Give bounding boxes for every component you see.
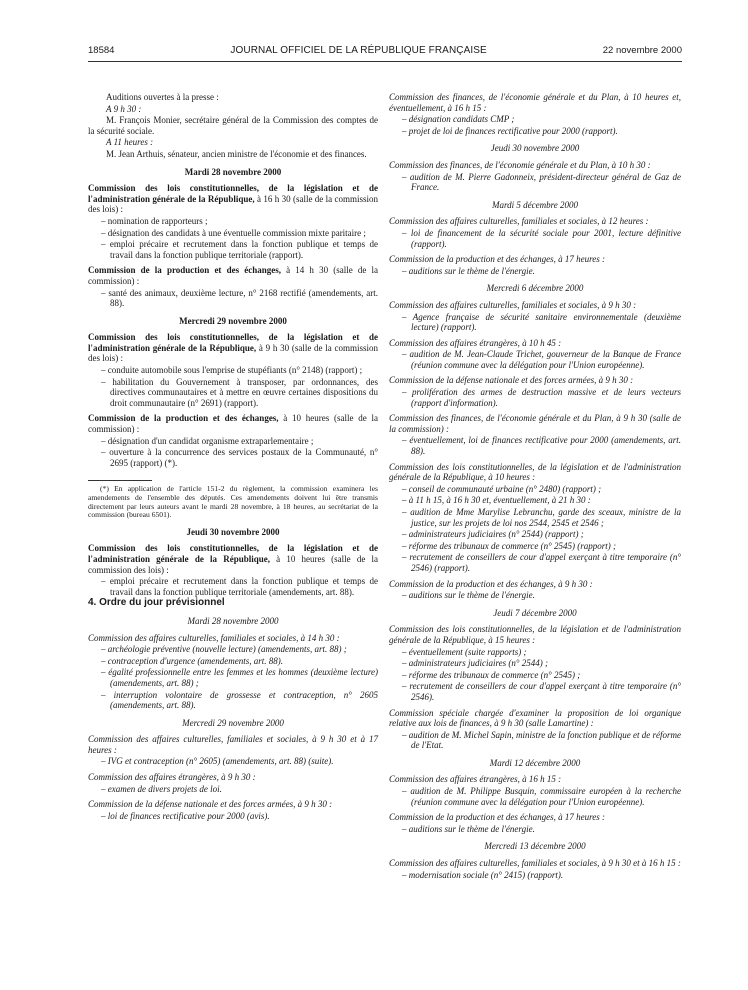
date-heading: Mardi 28 novembre 2000 (184, 166, 282, 177)
agenda-item: – désignation candidats CMP ; (402, 114, 515, 125)
agenda-item: – habilitation du Gouvernement à transposer, par ordonnances, des directives communautaires et à mettre en œuvre certaines dispositions du droit communautaire (n° 2691) (rapport). (101, 376, 378, 408)
hearing-text: M. François Monier, secrétaire général de la Commission des comptes de la sécurité sociale. (88, 115, 378, 136)
agenda-item: – éventuellement, loi de finances rectificative pour 2000 (amendements, art. 88). (402, 435, 681, 457)
agenda-item: – emploi précaire et recrutement dans la fonction publique et temps de travail dans la fonction publique territoriale (rapport). (101, 239, 378, 260)
section-title: 4. Ordre du jour prévisionnel (88, 597, 225, 609)
date-heading: Mercredi 29 novembre 2000 (182, 717, 284, 728)
agenda-item: – administrateurs judiciaires (n° 2544) (rapport) ; (402, 529, 584, 540)
page-header (88, 45, 682, 59)
footnote: (*) En application de l'article 151-2 du règlement, la commission examinera les amendements de l'ensemble des députés. Ces amendements doivent lui être transmis directement par leurs auteurs avant le mardi 28 novembre, à 18 heures, au secrétariat de la commission (bureau 6501). (88, 484, 378, 520)
commission-heading: Commission de la production et des échanges, à 10 heures (salle de la commission) : (88, 413, 378, 435)
agenda-item: – projet de loi de finances rectificative pour 2000 (rapport). (402, 125, 618, 136)
commission-heading: Commission de la production et des échanges, à 9 h 30 : (389, 578, 593, 589)
issue-date: 22 novembre 2000 (602, 45, 682, 56)
agenda-item: – conduite automobile sous l'emprise de stupéfiants (n° 2148) (rapport) ; (101, 365, 363, 376)
commission-heading: Commission des affaires étrangères, à 9 h 30 : (88, 772, 256, 783)
page-number: 18584 (88, 45, 115, 56)
commission-heading: Commission des lois constitutionnelles, de la législation et de l'administration générale de la République, à 10 heures : (389, 461, 681, 483)
date-heading: Mardi 12 décembre 2000 (489, 757, 581, 768)
commission-heading: Commission de la production et des échanges, à 17 heures : (389, 812, 606, 823)
agenda-item: – administrateurs judiciaires (n° 2544) ; (402, 658, 549, 669)
agenda-item: – réforme des tribunaux de commerce (n° 2545) ; (402, 669, 581, 680)
agenda-item: – Agence française de sécurité sanitaire environnementale (deuxième lecture) (rapport). (402, 311, 681, 333)
agenda-item: – réforme des tribunaux de commerce (n° 2545) (rapport) ; (402, 540, 616, 551)
agenda-item: – auditions sur le thème de l'énergie. (402, 590, 535, 601)
commission-heading: Commission des affaires étrangères, à 10 h 45 : (389, 337, 562, 348)
agenda-item: – audition de M. Michel Sapin, ministre de la fonction publique et de réforme de l'Etat. (402, 729, 681, 751)
commission-heading: Commission des finances, de l'économie générale et du Plan, à 10 h 30 : (389, 159, 651, 170)
commission-heading: Commission de la production et des échanges, à 14 h 30 (salle de la commission) : (88, 265, 378, 286)
agenda-item: – audition de M. Jean-Claude Trichet, gouverneur de la Banque de France (réunion commune avec la délégation pour l'Union européenne). (402, 349, 681, 370)
agenda-item: – auditions sur le thème de l'énergie. (402, 265, 535, 276)
footnote-rule (88, 480, 152, 481)
commission-heading: Commission des lois constitutionnelles, de la législation et de l'administration générale de la République, à 16 h 30 (salle de la commission des lois) : (88, 183, 378, 215)
agenda-item: – contraception d'urgence (amendements, art. 88). (101, 655, 284, 666)
agenda-item: – éventuellement (suite rapports) ; (402, 646, 527, 657)
commission-heading: Commission de la défense nationale et des forces armées, à 9 h 30 : (88, 799, 333, 810)
commission-heading: Commission des finances, de l'économie générale et du Plan, à 10 heures et, éventuellement, à 16 h 15 : (389, 92, 681, 113)
agenda-item: – loi de financement de la sécurité sociale pour 2001, lecture définitive (rapport). (402, 227, 681, 249)
commission-heading: Commission de la production et des échanges, à 17 heures : (389, 254, 606, 265)
date-heading: Jeudi 30 novembre 2000 (490, 143, 580, 154)
commission-heading: Commission des affaires culturelles, familiales et sociales, à 9 h 30 et à 17 heures : (88, 734, 378, 755)
agenda-item: – examen de divers projets de loi. (101, 783, 222, 794)
commission-heading: Commission des affaires culturelles, familiales et sociales, à 12 heures : (389, 216, 649, 227)
date-heading: Mardi 5 décembre 2000 (491, 199, 579, 210)
date-heading: Mercredi 29 novembre 2000 (179, 315, 287, 326)
agenda-item: – IVG et contraception (n° 2605) (amendements, art. 88) (suite). (101, 756, 334, 767)
header-rule (88, 61, 682, 62)
commission-heading: Commission des affaires culturelles, familiales et sociales, à 9 h 30 et à 16 h 15 : (389, 858, 681, 869)
intro-text: Auditions ouvertes à la presse : (106, 92, 219, 102)
agenda-item: – désignation d'un candidat organisme extraparlementaire ; (101, 435, 314, 446)
commission-heading: Commission des affaires culturelles, familiales et sociales, à 14 h 30 : (88, 632, 340, 643)
agenda-item: – santé des animaux, deuxième lecture, n° 2168 rectifié (amendements, art. 88). (101, 287, 378, 309)
date-heading: Mercredi 6 décembre 2000 (486, 283, 584, 294)
journal-title: JOURNAL OFFICIEL DE LA RÉPUBLIQUE FRANÇAISE (230, 45, 487, 56)
commission-heading: Commission de la défense nationale et des forces armées, à 9 h 30 : (389, 375, 634, 386)
agenda-item: – à 11 h 15, à 16 h 30 et, éventuellement, à 21 h 30 : (402, 495, 591, 506)
commission-heading: Commission des finances, de l'économie générale et du Plan, à 9 h 30 (salle de la commission) : (389, 413, 681, 434)
hearing-text: M. Jean Arthuis, sénateur, ancien ministre de l'économie et des finances. (106, 148, 367, 159)
commission-heading: Commission des lois constitutionnelles, de la législation et de l'administration générale de la République, à 15 heures : (389, 624, 681, 645)
agenda-item: – modernisation sociale (n° 2415) (rapport). (402, 869, 564, 880)
time-label: A 9 h 30 : (106, 103, 142, 114)
agenda-item: – nomination de rapporteurs ; (101, 215, 208, 226)
agenda-item: – audition de Mme Marylise Lebranchu, garde des sceaux, ministre de la justice, sur les projets de loi nos 2544, 2545 et 2546 ; (402, 507, 681, 528)
date-heading: Jeudi 7 décembre 2000 (493, 607, 577, 618)
right-column (389, 92, 681, 881)
time-label: A 11 heures : (106, 137, 154, 148)
agenda-item: – auditions sur le thème de l'énergie. (402, 823, 535, 834)
commission-heading: Commission des lois constitutionnelles, de la législation et de l'administration générale de la République, à 9 h 30 (salle de la commission des lois) : (88, 332, 378, 364)
agenda-item: – désignation des candidats à une éventuelle commission mixte paritaire ; (101, 227, 366, 238)
agenda-item: – audition de M. Philippe Busquin, commissaire européen à la recherche (réunion commune avec la délégation pour l'Union européenne). (402, 786, 681, 807)
commission-heading: Commission des affaires culturelles, familiales et sociales, à 9 h 30 : (389, 299, 637, 310)
agenda-item: – ouverture à la concurrence des services postaux de la Communauté, n° 2695 (rapport) (*). (101, 447, 378, 468)
commission-heading: Commission spéciale chargée d'examiner la proposition de loi organique relative aux lois de finances, à 9 h 30 (salle Lamartine) : (389, 707, 681, 729)
agenda-item: – audition de M. Pierre Gadonneix, président-directeur général de Gaz de France. (402, 171, 681, 193)
agenda-item: – égalité professionnelle entre les femmes et les hommes (deuxième lecture) (amendements, art. 88) ; (101, 667, 378, 688)
agenda-item: – loi de finances rectificative pour 2000 (avis). (101, 810, 270, 821)
agenda-item: – conseil de communauté urbaine (n° 2480) (rapport) ; (402, 483, 602, 494)
date-heading: Jeudi 30 novembre 2000 (186, 526, 280, 537)
agenda-item: – prolifération des armes de destruction massive et de leurs vecteurs (rapport d'information). (402, 387, 681, 408)
left-column (88, 92, 378, 822)
date-heading: Mardi 28 novembre 2000 (187, 615, 279, 626)
agenda-item: – recrutement de conseillers de cour d'appel exerçant à titre temporaire (n° 2546). (402, 681, 681, 702)
agenda-item: – archéologie préventive (nouvelle lecture) (amendements, art. 88) ; (101, 644, 347, 655)
commission-heading: Commission des affaires étrangères, à 16 h 15 : (389, 774, 562, 785)
agenda-item: – recrutement de conseillers de cour d'appel exerçant à titre temporaire (n° 2546) (rapport). (402, 552, 681, 573)
agenda-item: – interruption volontaire de grossesse et contraception, n° 2605 (amendements, art. 88). (101, 689, 378, 711)
commission-heading: Commission des lois constitutionnelles, de la législation et de l'administration générale de la République, à 10 heures (salle de la commission des lois) : (88, 543, 378, 575)
date-heading: Mercredi 13 décembre 2000 (484, 841, 586, 852)
agenda-item: – emploi précaire et recrutement dans la fonction publique et temps de travail dans la fonction publique territoriale (amendements, art. 88). (101, 576, 378, 597)
